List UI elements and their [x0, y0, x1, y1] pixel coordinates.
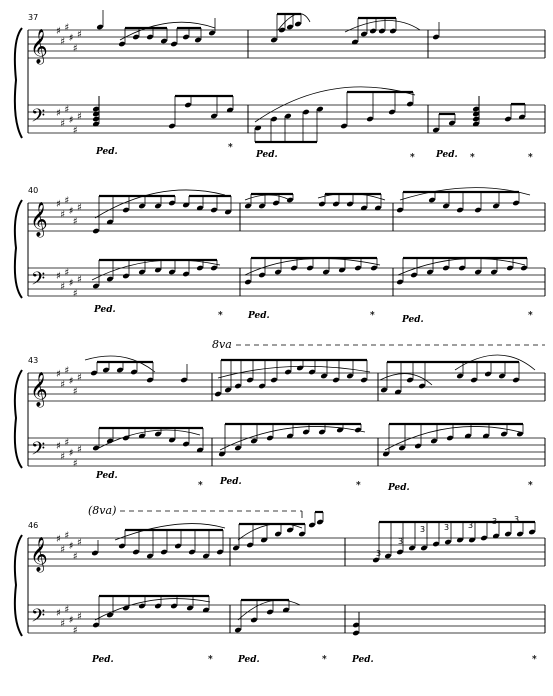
sharp-icon: ♯	[77, 611, 82, 623]
triplet-number: 3	[444, 523, 450, 532]
pedal-release-mark: *	[208, 655, 213, 665]
sharp-icon: ♯	[56, 441, 61, 452]
system-2	[15, 186, 545, 298]
treble-staff	[28, 30, 545, 58]
key-signatures	[56, 23, 82, 637]
ottava-mark: 8va	[212, 338, 232, 351]
sharp-icon: ♯	[68, 615, 74, 626]
treble-staff	[28, 538, 545, 566]
brace	[15, 370, 22, 468]
treble-clef-icon: 𝄞	[30, 202, 48, 237]
pedal-down-mark: Ped.	[96, 471, 118, 481]
sharp-icon: ♯	[64, 104, 70, 116]
sharp-icon: ♯	[72, 288, 78, 300]
sharp-icon: ♯	[56, 369, 61, 380]
bass-staff	[28, 438, 545, 466]
sharp-icon: ♯	[72, 386, 78, 398]
pedal-release-mark: *	[370, 311, 375, 321]
sharp-icon: ♯	[72, 125, 78, 137]
sharp-icon: ♯	[60, 209, 66, 221]
sharp-icon: ♯	[64, 267, 70, 279]
pedal-release-mark: *	[532, 655, 537, 665]
brace	[15, 28, 22, 138]
pedal-release-mark: *	[218, 311, 223, 321]
pedal-release-mark: *	[198, 481, 203, 491]
bass-staff	[28, 268, 545, 296]
sharp-icon: ♯	[72, 458, 78, 470]
measure-number: 37	[28, 13, 39, 22]
bass-clef-icon: 𝄢	[31, 606, 46, 631]
sharp-icon: ♯	[64, 437, 70, 449]
pedal-down-mark: Ped.	[256, 150, 278, 160]
sharp-icon: ♯	[60, 281, 66, 293]
sharp-icon: ♯	[60, 544, 66, 556]
pedal-down-mark: Ped.	[220, 477, 242, 487]
triplet-number: 3	[376, 549, 382, 558]
brace	[15, 200, 22, 298]
sharp-icon: ♯	[64, 365, 70, 377]
sharp-icon: ♯	[60, 618, 66, 630]
sharp-icon: ♯	[68, 278, 74, 289]
sharp-icon: ♯	[68, 376, 74, 387]
sharp-icon: ♯	[60, 118, 66, 130]
pedal-marks	[91, 143, 537, 665]
sharp-icon: ♯	[72, 43, 78, 55]
sharp-icon: ♯	[68, 206, 74, 217]
sharp-icon: ♯	[56, 26, 61, 37]
sharp-icon: ♯	[56, 534, 61, 545]
pedal-release-mark: *	[470, 153, 475, 163]
sharp-icon: ♯	[77, 372, 82, 384]
pedal-release-mark: *	[528, 153, 533, 163]
pedal-release-mark: *	[410, 153, 415, 163]
triplet-number: 3	[492, 517, 498, 526]
pedal-down-mark: Ped.	[92, 655, 114, 665]
pedal-release-mark: *	[228, 143, 233, 153]
bass-clef-icon: 𝄢	[31, 269, 46, 294]
measure-number: 46	[28, 521, 39, 530]
pedal-release-mark: *	[528, 481, 533, 491]
treble-staff	[28, 203, 545, 231]
bass-clef-icon: 𝄢	[31, 106, 46, 131]
sharp-icon: ♯	[72, 625, 78, 637]
measure-number: 40	[28, 186, 39, 195]
sharp-icon: ♯	[68, 115, 74, 126]
brace	[15, 535, 22, 636]
sharp-icon: ♯	[60, 379, 66, 391]
sharp-icon: ♯	[72, 216, 78, 228]
sharp-icon: ♯	[77, 29, 82, 41]
sharp-icon: ♯	[77, 537, 82, 549]
sharp-icon: ♯	[56, 608, 61, 619]
pedal-down-mark: Ped.	[96, 147, 118, 157]
pedal-down-mark: Ped.	[436, 150, 458, 160]
pedal-down-mark: Ped.	[248, 311, 270, 321]
pedal-down-mark: Ped.	[402, 315, 424, 325]
treble-clef-icon: 𝄞	[30, 372, 48, 407]
sharp-icon: ♯	[56, 271, 61, 282]
sharp-icon: ♯	[68, 541, 74, 552]
sharp-icon: ♯	[64, 22, 70, 34]
sharp-icon: ♯	[72, 551, 78, 563]
triplet-number: 3	[420, 525, 426, 534]
treble-staff	[28, 373, 545, 401]
sharp-icon: ♯	[60, 36, 66, 48]
triplet-number: 3	[468, 521, 474, 530]
sharp-icon: ♯	[56, 199, 61, 210]
sharp-icon: ♯	[68, 448, 74, 459]
sharp-icon: ♯	[64, 195, 70, 207]
sharp-icon: ♯	[64, 604, 70, 616]
sharp-icon: ♯	[77, 202, 82, 214]
pedal-down-mark: Ped.	[352, 655, 374, 665]
sharp-icon: ♯	[77, 444, 82, 456]
pedal-release-mark: *	[322, 655, 327, 665]
sharp-icon: ♯	[60, 451, 66, 463]
sharp-icon: ♯	[77, 111, 82, 123]
triplet-number: 3	[514, 515, 520, 524]
pedal-down-mark: Ped.	[94, 305, 116, 315]
pedal-down-mark: Ped.	[238, 655, 260, 665]
pedal-release-mark: *	[356, 481, 361, 491]
treble-clef-icon: 𝄞	[30, 29, 48, 64]
bass-clef-icon: 𝄢	[31, 439, 46, 464]
sharp-icon: ♯	[56, 108, 61, 119]
ottava-cont-mark: (8va)	[88, 504, 117, 517]
treble-clef-icon: 𝄞	[30, 537, 48, 572]
bass-staff	[28, 105, 545, 133]
pedal-release-mark: *	[528, 311, 533, 321]
sharp-icon: ♯	[68, 33, 74, 44]
triplet-number: 3	[398, 537, 404, 546]
measure-number: 43	[28, 356, 39, 365]
pedal-down-mark: Ped.	[388, 483, 410, 493]
notes	[90, 10, 536, 636]
sharp-icon: ♯	[77, 274, 82, 286]
sharp-icon: ♯	[64, 530, 70, 542]
